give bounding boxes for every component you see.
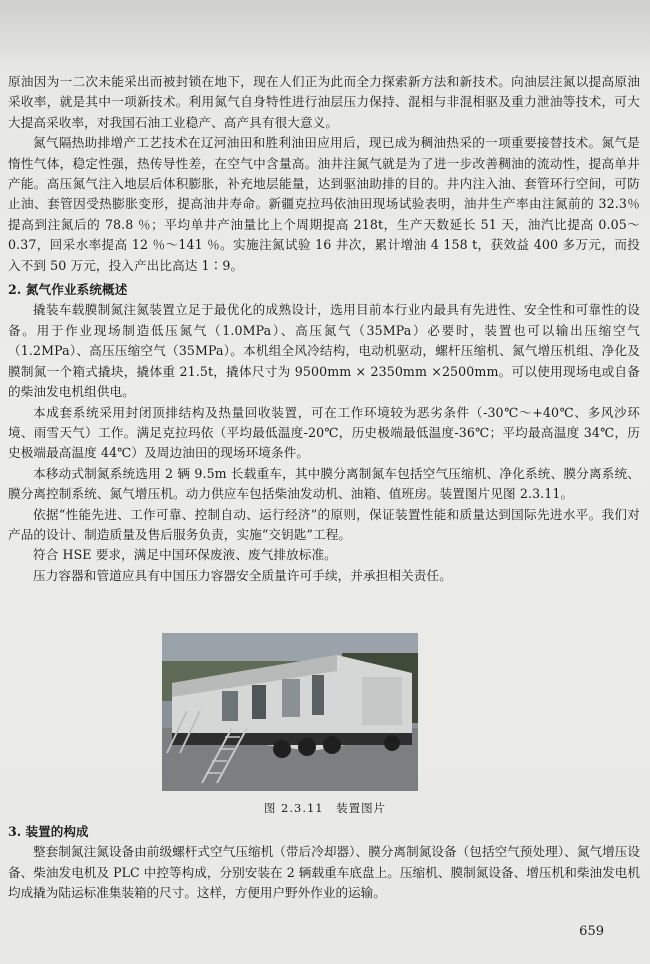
truck-illustration bbox=[162, 633, 418, 791]
section-2-paragraph-5: 符合 HSE 要求，满足中国环保废液、废气排放标准。 bbox=[33, 547, 337, 563]
body-text bbox=[8, 72, 640, 586]
section-2-paragraph-6: 压力容器和管道应具有中国压力容器安全质量许可手续，并承担相关责任。 bbox=[33, 567, 452, 583]
section-2-heading: 2. 氮气作业系统概述 bbox=[8, 282, 128, 298]
section-2-paragraph-4: 依据“性能先进、工作可靠、控制自动、运行经济”的原则，保证装置性能和质量达到国际先进水平。我们对产品的设计、制造质量及售后服务负责，实施“交钥匙”工程。 bbox=[8, 506, 640, 542]
section-3 bbox=[8, 822, 640, 904]
page-top-shadow bbox=[0, 0, 650, 70]
section-2-paragraph-2: 本成套系统采用封闭顶排结构及热量回收装置，可在工作环境较为恶劣条件（-30℃～+40℃、多风沙环境、雨雪天气）工作。满足克拉玛依（平均最低温度-20℃，历史极端最低温度-36℃；平均最高温度 34℃，历史极端最高温度 44℃）及周边油田的现场环境条件。 bbox=[8, 404, 640, 461]
paragraph-intro: 原油因为一二次未能采出而被封锁在地下，现在人们正为此而全力探索新方法和新技术。向油层注氮以提高原油采收率，就是其中一项新技术。利用氮气自身特性进行油层压力保持、混相与非混相驱及重力泄油等技术，可大大提高采收率，对我国石油工业稳产、高产具有很大意义。 bbox=[8, 74, 640, 130]
section-3-paragraph: 整套制氮注氮设备由前级螺杆式空气压缩机（带后冷却器）、膜分离制氮设备（包括空气预处理）、氮气增压设备、柴油发电机及 PLC 中控等构成，分别安装在 2 辆载重车底盘上。压缩机、膜制氮设备、增压机和柴油发电机均成撬为陆运标准集装箱的尺寸。这样，方便用户野外作业的运输。 bbox=[8, 844, 640, 901]
paragraph-nitrogen-tech: 氮气隔热助排增产工艺技术在辽河油田和胜利油田应用后，现已成为稠油热采的一项重要接替技术。氮气是惰性气体，稳定性强，热传导性差，在空气中含量高。油井注氮气就是为了进一步改善稠油的流动性，提高单井产能。高压氮气注入地层后体积膨胀，补充地层能量，达到驱油助排的目的。井内注入油、套管环行空间，可防止油、套管因受热膨胀变形，提高油井寿命。新疆克拉玛依油田现场试验表明，油井生产率由注氮前的 32.3％ 提高到注氮后的 78.8 ％；平均单井产油量比上个周期提高 218t，生产天数延长 51 天，油汽比提高 0.05～0.37，回采水率提高 12 ％～141 ％。实施注氮试验 16 井次，累计增油 4 158 t，获效益 400 多万元，而投入不到 50 万元，投入产出比高达 1∶9。 bbox=[8, 135, 640, 273]
section-3-heading: 3. 装置的构成 bbox=[8, 824, 89, 839]
section-2-paragraph-3: 本移动式制氮系统选用 2 辆 9.5m 长载重车，其中膜分离制氮车包括空气压缩机、净化系统、膜分离系统、膜分离控制系统、氮气增压机。动力供应车包括柴油发动机、油箱、值班房。装置图片见图 2.3.11。 bbox=[8, 465, 640, 502]
figure-caption: 图 2.3.11 装置图片 bbox=[263, 801, 387, 815]
equipment-photo bbox=[162, 633, 418, 791]
page-number: 659 bbox=[579, 924, 604, 939]
section-2-paragraph-1: 撬装车载膜制氮注氮装置立足于最优化的成熟设计，选用目前本行业内最具有先进性、安全性和可靠性的设备。用于作业现场制造低压氮气（1.0MPa）、高压氮气（35MPa）必要时，装置也可以输出压缩空气（1.2MPa）、高压压缩空气（35MPa）。本机组全风冷结构，电动机驱动，螺杆压缩机、氮气增压机组、净化及膜制氮一个箱式撬块，撬体重 21.5t，撬体尺寸为 9500mm × 2350mm ×2500mm。可以使用现场电或自备的柴油发电机组供电。 bbox=[8, 302, 640, 400]
